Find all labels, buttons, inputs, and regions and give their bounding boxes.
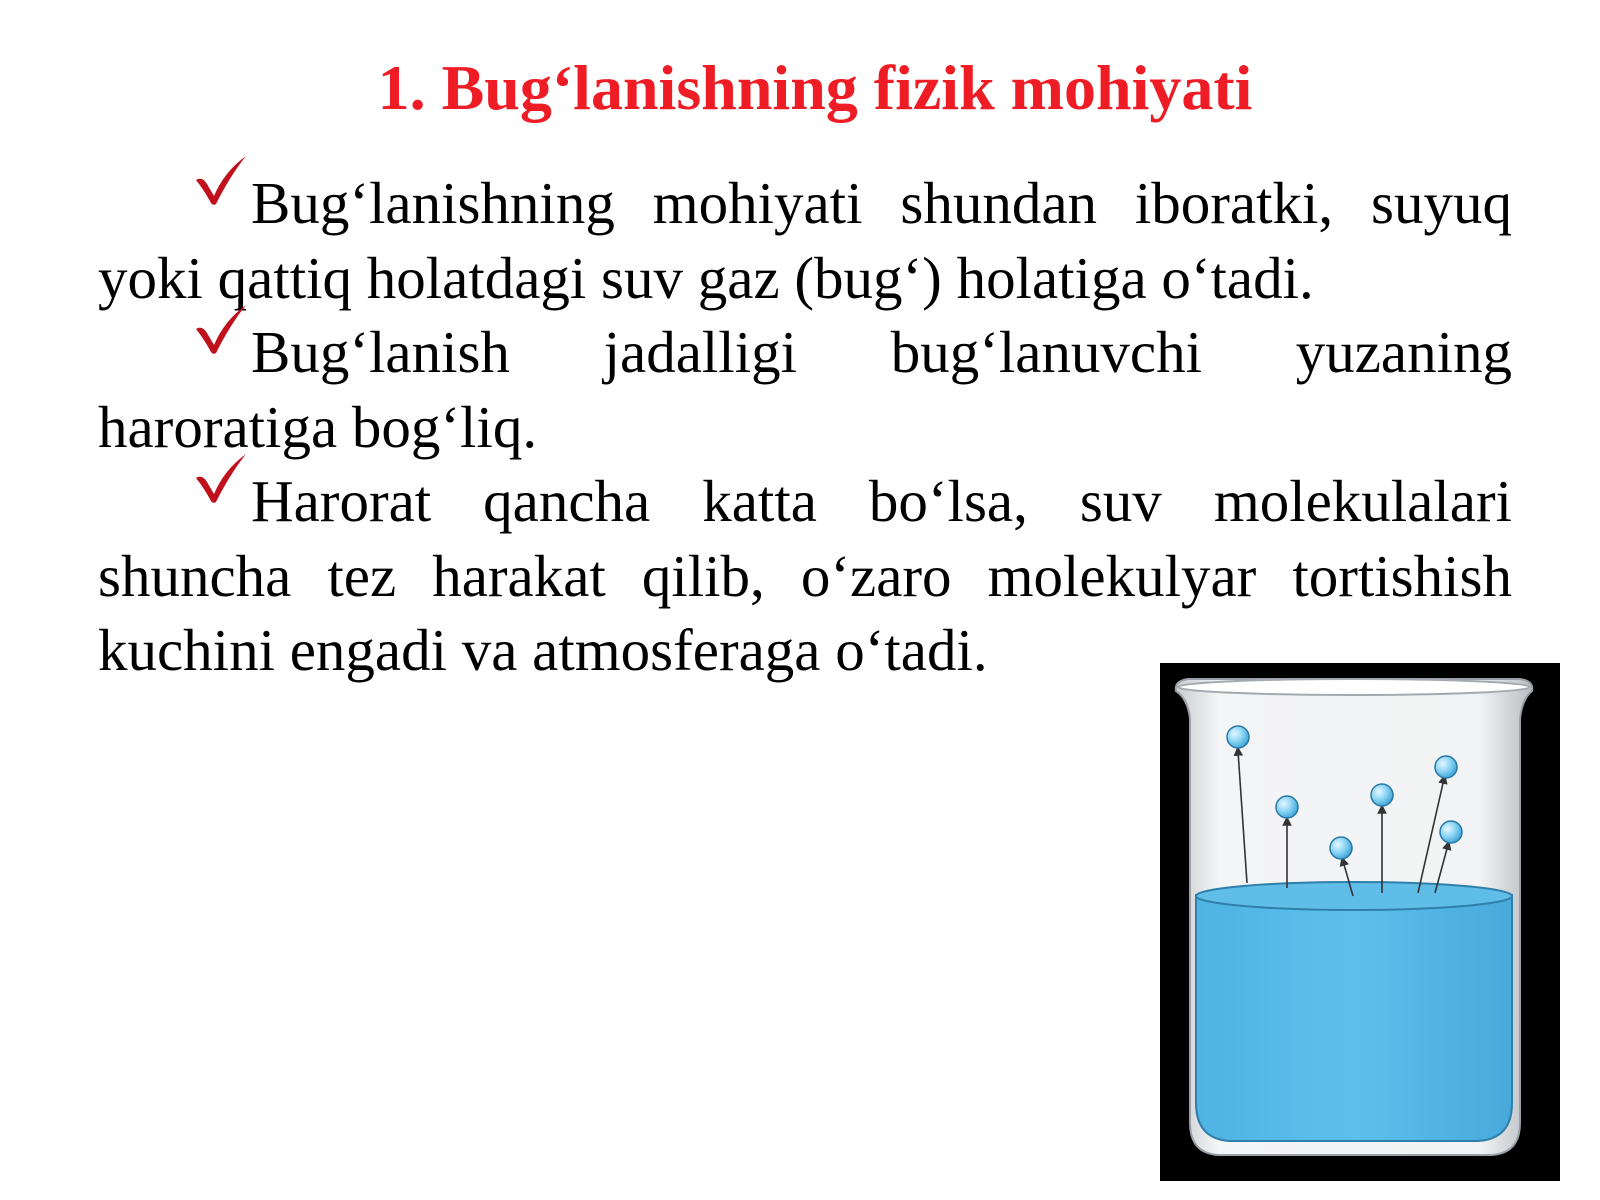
bullet-list <box>98 166 1512 688</box>
slide-title: 1. Bug‘lanishning fizik mohiyati <box>377 52 1253 123</box>
beaker-rim <box>1178 679 1530 695</box>
water-molecule <box>1371 784 1393 806</box>
checkmark-icon <box>194 154 248 208</box>
checkmark-icon <box>194 452 248 506</box>
water-molecule <box>1435 756 1457 778</box>
bullet-item <box>98 315 1512 464</box>
bullet-item <box>98 464 1512 688</box>
bullet-text: Bug‘lanish jadalligi bug‘lanuvchi yuzaning haroratiga bog‘liq. <box>98 319 1512 460</box>
water-molecule <box>1440 821 1462 843</box>
bullet-text: Harorat qancha katta bo‘lsa, suv molekulalari shuncha tez harakat qilib, o‘zaro molekulyar tortishish kuchini engadi va atmosferaga o‘tadi. <box>98 468 1512 683</box>
bullet-text: Bug‘lanishning mohiyati shundan iboratki, suyuq yoki qattiq holatdagi suv gaz (bug‘) holatiga o‘tadi. <box>98 170 1512 311</box>
water-body <box>1196 895 1512 1141</box>
water-molecule <box>1227 726 1249 748</box>
water-molecule <box>1276 796 1298 818</box>
water-surface <box>1196 882 1512 910</box>
beaker-evaporation-illustration <box>1160 663 1560 1181</box>
checkmark-icon <box>194 303 248 357</box>
water-molecule <box>1330 837 1352 859</box>
bullet-item <box>98 166 1512 315</box>
